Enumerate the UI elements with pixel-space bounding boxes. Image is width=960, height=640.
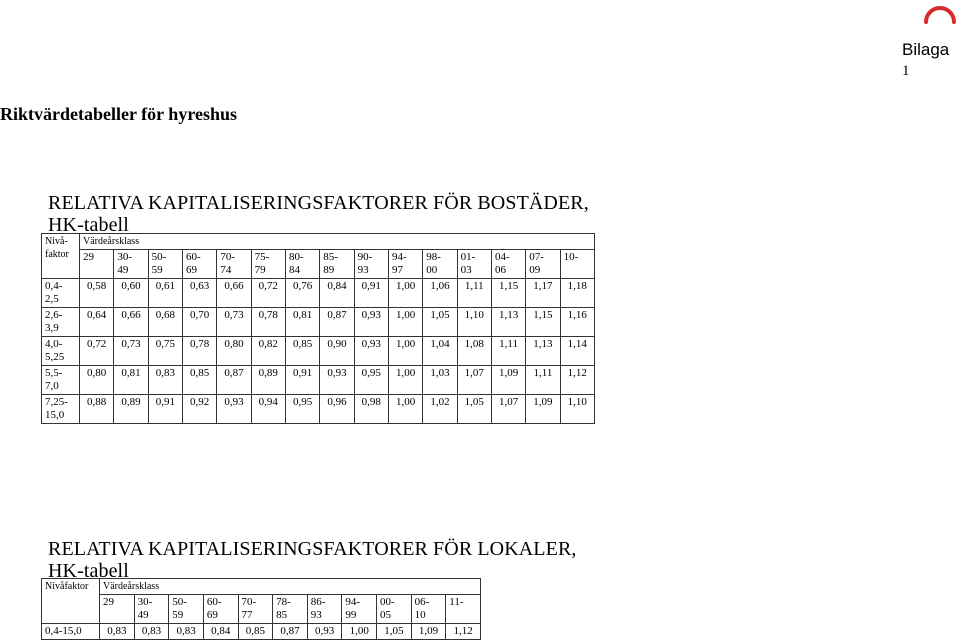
- section1-title: [48, 192, 589, 236]
- table-header-row: [42, 250, 595, 279]
- value-cell: 1,00: [388, 366, 422, 395]
- value-cell: 0,84: [203, 624, 238, 640]
- section2-corner-label: Nivåfaktor: [42, 579, 100, 624]
- value-cell: 1,18: [560, 279, 594, 308]
- value-cell: 1,11: [526, 366, 560, 395]
- value-cell: 1,16: [560, 308, 594, 337]
- value-cell: 0,93: [354, 337, 388, 366]
- value-cell: 0,83: [100, 624, 135, 640]
- value-cell: 0,84: [320, 279, 354, 308]
- value-cell: 0,93: [320, 366, 354, 395]
- level-cell: 0,4- 2,5: [42, 279, 80, 308]
- value-cell: 1,00: [388, 395, 422, 424]
- table-row: [42, 308, 595, 337]
- section1-title-line2: HK-tabell: [48, 214, 129, 236]
- value-cell: 0,81: [285, 308, 319, 337]
- column-header: 94- 99: [342, 595, 377, 624]
- value-cell: 0,75: [148, 337, 182, 366]
- column-header: 30- 49: [134, 595, 169, 624]
- level-cell: 2,6- 3,9: [42, 308, 80, 337]
- value-cell: 1,15: [491, 279, 525, 308]
- value-cell: 1,09: [411, 624, 446, 640]
- section1-group-label: Värdeårsklass: [80, 234, 595, 250]
- column-header: 85- 89: [320, 250, 354, 279]
- column-header: 50- 59: [169, 595, 204, 624]
- value-cell: 0,82: [251, 337, 285, 366]
- value-cell: 1,05: [423, 308, 457, 337]
- value-cell: 0,94: [251, 395, 285, 424]
- column-header: 29: [100, 595, 135, 624]
- value-cell: 0,91: [148, 395, 182, 424]
- section2-title-line1: RELATIVA KAPITALISERINGSFAKTORER FÖR LOKALER,: [48, 538, 577, 560]
- value-cell: 0,58: [80, 279, 114, 308]
- value-cell: 1,09: [491, 366, 525, 395]
- value-cell: 1,13: [491, 308, 525, 337]
- column-header: 06- 10: [411, 595, 446, 624]
- section2-title: [48, 538, 576, 582]
- column-header: 00- 05: [377, 595, 412, 624]
- value-cell: 0,93: [307, 624, 342, 640]
- value-cell: 1,17: [526, 279, 560, 308]
- value-cell: 0,98: [354, 395, 388, 424]
- value-cell: 0,93: [217, 395, 251, 424]
- value-cell: 1,10: [560, 395, 594, 424]
- value-cell: 0,83: [148, 366, 182, 395]
- value-cell: 1,10: [457, 308, 491, 337]
- value-cell: 0,80: [80, 366, 114, 395]
- value-cell: 1,05: [377, 624, 412, 640]
- value-cell: 0,76: [285, 279, 319, 308]
- value-cell: 1,07: [457, 366, 491, 395]
- value-cell: 0,88: [80, 395, 114, 424]
- value-cell: 0,61: [148, 279, 182, 308]
- value-cell: 1,13: [526, 337, 560, 366]
- section2-group-label: Värdeårsklass: [100, 579, 481, 595]
- level-cell: 5,5- 7,0: [42, 366, 80, 395]
- value-cell: 0,83: [169, 624, 204, 640]
- value-cell: 1,14: [560, 337, 594, 366]
- value-cell: 1,12: [560, 366, 594, 395]
- value-cell: 1,00: [388, 308, 422, 337]
- value-cell: 1,02: [423, 395, 457, 424]
- value-cell: 0,85: [182, 366, 216, 395]
- value-cell: 0,80: [217, 337, 251, 366]
- column-header: 29: [80, 250, 114, 279]
- table-header-row: [42, 595, 481, 624]
- column-header: 01- 03: [457, 250, 491, 279]
- value-cell: 0,72: [80, 337, 114, 366]
- value-cell: 1,11: [457, 279, 491, 308]
- logo-icon: [920, 2, 960, 26]
- column-header: 70- 77: [238, 595, 273, 624]
- bostader-table: [41, 233, 595, 424]
- column-header: 11-: [446, 595, 481, 624]
- level-cell: 7,25- 15,0: [42, 395, 80, 424]
- lokaler-table: [41, 578, 481, 640]
- value-cell: 1,07: [491, 395, 525, 424]
- value-cell: 0,91: [285, 366, 319, 395]
- value-cell: 0,73: [217, 308, 251, 337]
- value-cell: 0,60: [114, 279, 148, 308]
- bilaga-label: [902, 40, 960, 80]
- value-cell: 1,04: [423, 337, 457, 366]
- value-cell: 0,68: [148, 308, 182, 337]
- column-header: 04- 06: [491, 250, 525, 279]
- bilaga-number: 1: [902, 63, 910, 79]
- value-cell: 0,73: [114, 337, 148, 366]
- document-title: Riktvärdetabeller för hyreshus: [0, 104, 237, 124]
- value-cell: 1,11: [491, 337, 525, 366]
- table-row: [42, 395, 595, 424]
- table-row: [42, 366, 595, 395]
- column-header: 78- 85: [273, 595, 308, 624]
- column-header: 75- 79: [251, 250, 285, 279]
- value-cell: 1,12: [446, 624, 481, 640]
- value-cell: 0,87: [273, 624, 308, 640]
- column-header: 94- 97: [388, 250, 422, 279]
- value-cell: 0,64: [80, 308, 114, 337]
- column-header: 07- 09: [526, 250, 560, 279]
- value-cell: 0,85: [285, 337, 319, 366]
- value-cell: 1,15: [526, 308, 560, 337]
- value-cell: 0,90: [320, 337, 354, 366]
- value-cell: 1,00: [388, 279, 422, 308]
- value-cell: 0,66: [217, 279, 251, 308]
- value-cell: 0,81: [114, 366, 148, 395]
- bilaga-text: Bilaga: [902, 40, 950, 59]
- column-header: 70- 74: [217, 250, 251, 279]
- value-cell: 0,95: [354, 366, 388, 395]
- value-cell: 0,93: [354, 308, 388, 337]
- value-cell: 0,63: [182, 279, 216, 308]
- column-header: 60- 69: [203, 595, 238, 624]
- value-cell: 0,72: [251, 279, 285, 308]
- value-cell: 1,03: [423, 366, 457, 395]
- table-row: [42, 337, 595, 366]
- value-cell: 0,96: [320, 395, 354, 424]
- value-cell: 0,78: [251, 308, 285, 337]
- value-cell: 1,06: [423, 279, 457, 308]
- column-header: 98- 00: [423, 250, 457, 279]
- section1-title-line1: RELATIVA KAPITALISERINGSFAKTORER FÖR BOSTÄDER,: [48, 192, 589, 214]
- level-cell: 0,4-15,0: [42, 624, 100, 640]
- value-cell: 0,92: [182, 395, 216, 424]
- value-cell: 0,70: [182, 308, 216, 337]
- column-header: 60- 69: [182, 250, 216, 279]
- section2-title-line2: HK-tabell: [48, 560, 129, 582]
- value-cell: 0,87: [217, 366, 251, 395]
- value-cell: 1,09: [526, 395, 560, 424]
- column-header: 90- 93: [354, 250, 388, 279]
- value-cell: 1,00: [342, 624, 377, 640]
- value-cell: 0,83: [134, 624, 169, 640]
- level-cell: 4,0- 5,25: [42, 337, 80, 366]
- value-cell: 0,66: [114, 308, 148, 337]
- value-cell: 0,95: [285, 395, 319, 424]
- value-cell: 0,91: [354, 279, 388, 308]
- value-cell: 0,89: [251, 366, 285, 395]
- column-header: 80- 84: [285, 250, 319, 279]
- value-cell: 1,05: [457, 395, 491, 424]
- table-row: [42, 624, 481, 640]
- section1-corner-label: Nivå- faktor: [42, 234, 80, 279]
- column-header: 50- 59: [148, 250, 182, 279]
- column-header: 10-: [560, 250, 594, 279]
- value-cell: 0,85: [238, 624, 273, 640]
- table-row: [42, 279, 595, 308]
- value-cell: 0,78: [182, 337, 216, 366]
- value-cell: 1,08: [457, 337, 491, 366]
- column-header: 30- 49: [114, 250, 148, 279]
- value-cell: 0,87: [320, 308, 354, 337]
- value-cell: 0,89: [114, 395, 148, 424]
- value-cell: 1,00: [388, 337, 422, 366]
- column-header: 86- 93: [307, 595, 342, 624]
